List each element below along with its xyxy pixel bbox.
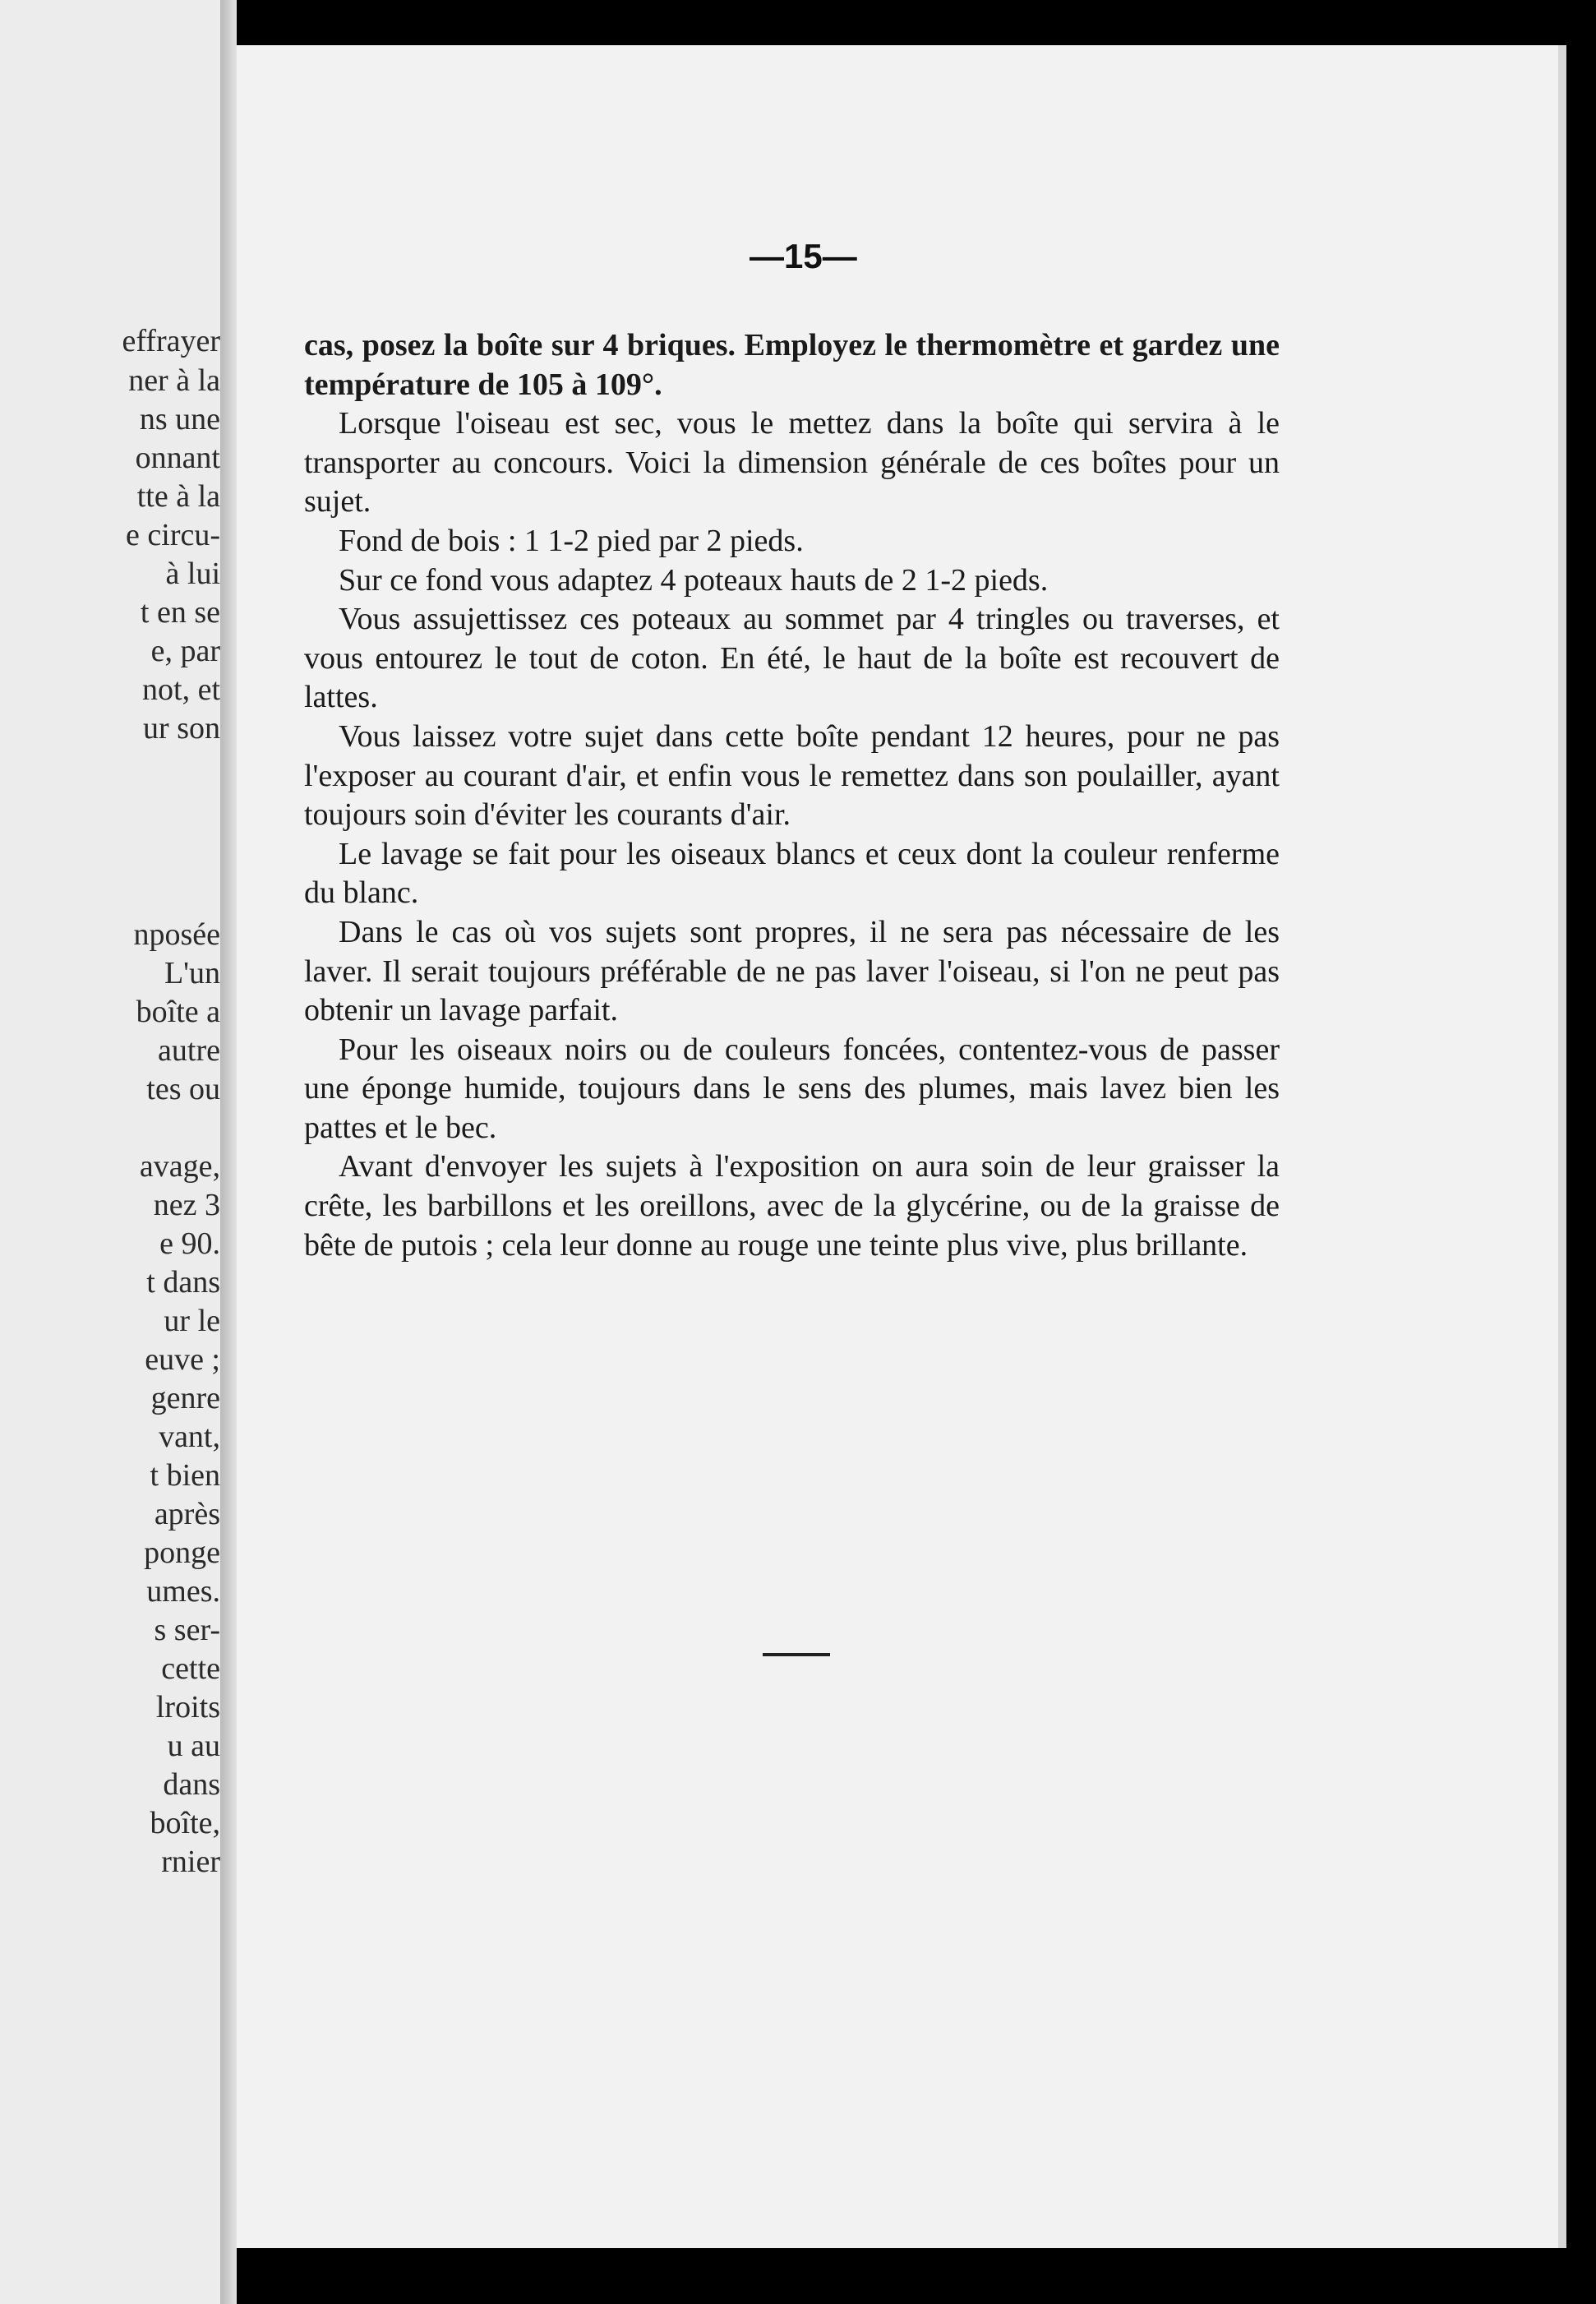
prev-line-27: ponge — [144, 1535, 220, 1570]
book-gutter — [220, 0, 237, 2304]
page-body — [304, 326, 1280, 1265]
previous-page — [0, 0, 220, 2304]
prev-line-6: e circu- — [126, 518, 220, 552]
paragraph-3: Fond de bois : 1 1-2 pied par 2 pieds. — [339, 523, 804, 558]
prev-line-7: à lui — [165, 556, 220, 591]
paragraph-6: Vous laissez votre sujet dans cette boîte pendant 12 heures, pour ne pas l'exposer au courant d'air, et enfin vous le remettez dans son poulailler, ayant toujours soin d'éviter les courants d'air. — [304, 718, 1280, 833]
page-edge — [1558, 45, 1566, 2248]
prev-line-3: ns une — [139, 402, 220, 436]
prev-line-12: nposée — [133, 917, 220, 952]
prev-line-35: rnier — [161, 1845, 220, 1879]
page-number: —15— — [750, 237, 857, 275]
prev-line-34: boîte, — [150, 1806, 220, 1840]
prev-line-2: ner à la — [128, 363, 220, 398]
prev-line-13: L'un — [164, 956, 220, 990]
prev-line-9: e, par — [150, 634, 220, 668]
prev-line-19: e 90. — [159, 1226, 220, 1261]
prev-line-14: boîte a — [136, 995, 220, 1029]
prev-line-28: umes. — [146, 1574, 220, 1609]
paragraph-2: Lorsque l'oiseau est sec, vous le mettez dans la boîte qui servira à le transporter au concours. Voici la dimension générale de ces boîtes pour un sujet. — [304, 406, 1280, 519]
prev-line-32: u au — [167, 1729, 220, 1763]
prev-line-26: après — [154, 1497, 220, 1531]
prev-line-21: ur le — [164, 1304, 220, 1338]
prev-line-23: genre — [150, 1381, 220, 1415]
prev-line-8: t en se — [140, 595, 220, 630]
paragraph-9: Pour les oiseaux noirs ou de couleurs foncées, contentez-vous de passer une éponge humide, toujours dans le sens des plumes, mais lavez bien les pattes et le bec. — [304, 1032, 1280, 1145]
prev-line-5: tte à la — [136, 479, 220, 514]
paragraph-1: cas, posez la boîte sur 4 briques. Employez le thermomètre et gardez une température de 105 à 109°. — [304, 328, 1280, 402]
paragraph-8: Dans le cas où vos sujets sont propres, il ne sera pas nécessaire de les laver. Il serait toujours préférable de ne pas laver l'oiseau, si l'on ne peut pas obtenir un lavage parfait. — [304, 914, 1280, 1028]
prev-line-33: dans — [163, 1767, 220, 1802]
paragraph-5: Vous assujettissez ces poteaux au sommet par 4 tringles ou traverses, et vous entourez le tout de coton. En été, le haut de la boîte est recouvert de lattes. — [304, 602, 1280, 715]
prev-line-18: nez 3 — [153, 1188, 220, 1222]
prev-line-4: onnant — [135, 441, 220, 475]
paragraph-7: Le lavage se fait pour les oiseaux blancs et ceux dont la couleur renferme du blanc. — [304, 836, 1280, 911]
prev-line-30: cette — [161, 1651, 220, 1686]
prev-line-10: not, et — [142, 672, 220, 707]
end-rule — [763, 1653, 830, 1656]
paragraph-10: Avant d'envoyer les sujets à l'exposition on aura soin de leur graisser la crête, les barbillons et les oreillons, avec de la glycérine, ou de la graisse de bête de putois ; cela leur donne au rouge une teinte plus vive, plus brillante. — [304, 1149, 1280, 1263]
prev-line-25: t bien — [150, 1458, 220, 1493]
prev-line-15: autre — [158, 1033, 220, 1068]
prev-line-24: vant, — [159, 1420, 220, 1454]
prev-line-20: t dans — [146, 1265, 220, 1300]
paragraph-4: Sur ce fond vous adaptez 4 poteaux hauts de 2 1-2 pieds. — [339, 562, 1049, 598]
prev-line-22: euve ; — [145, 1342, 220, 1377]
prev-line-1: effrayer — [122, 324, 220, 358]
prev-line-29: s ser- — [154, 1613, 220, 1647]
prev-line-31: lroits — [155, 1690, 220, 1725]
prev-line-17: avage, — [139, 1149, 220, 1184]
prev-line-11: ur son — [143, 711, 220, 746]
prev-line-16: tes ou — [146, 1072, 220, 1106]
